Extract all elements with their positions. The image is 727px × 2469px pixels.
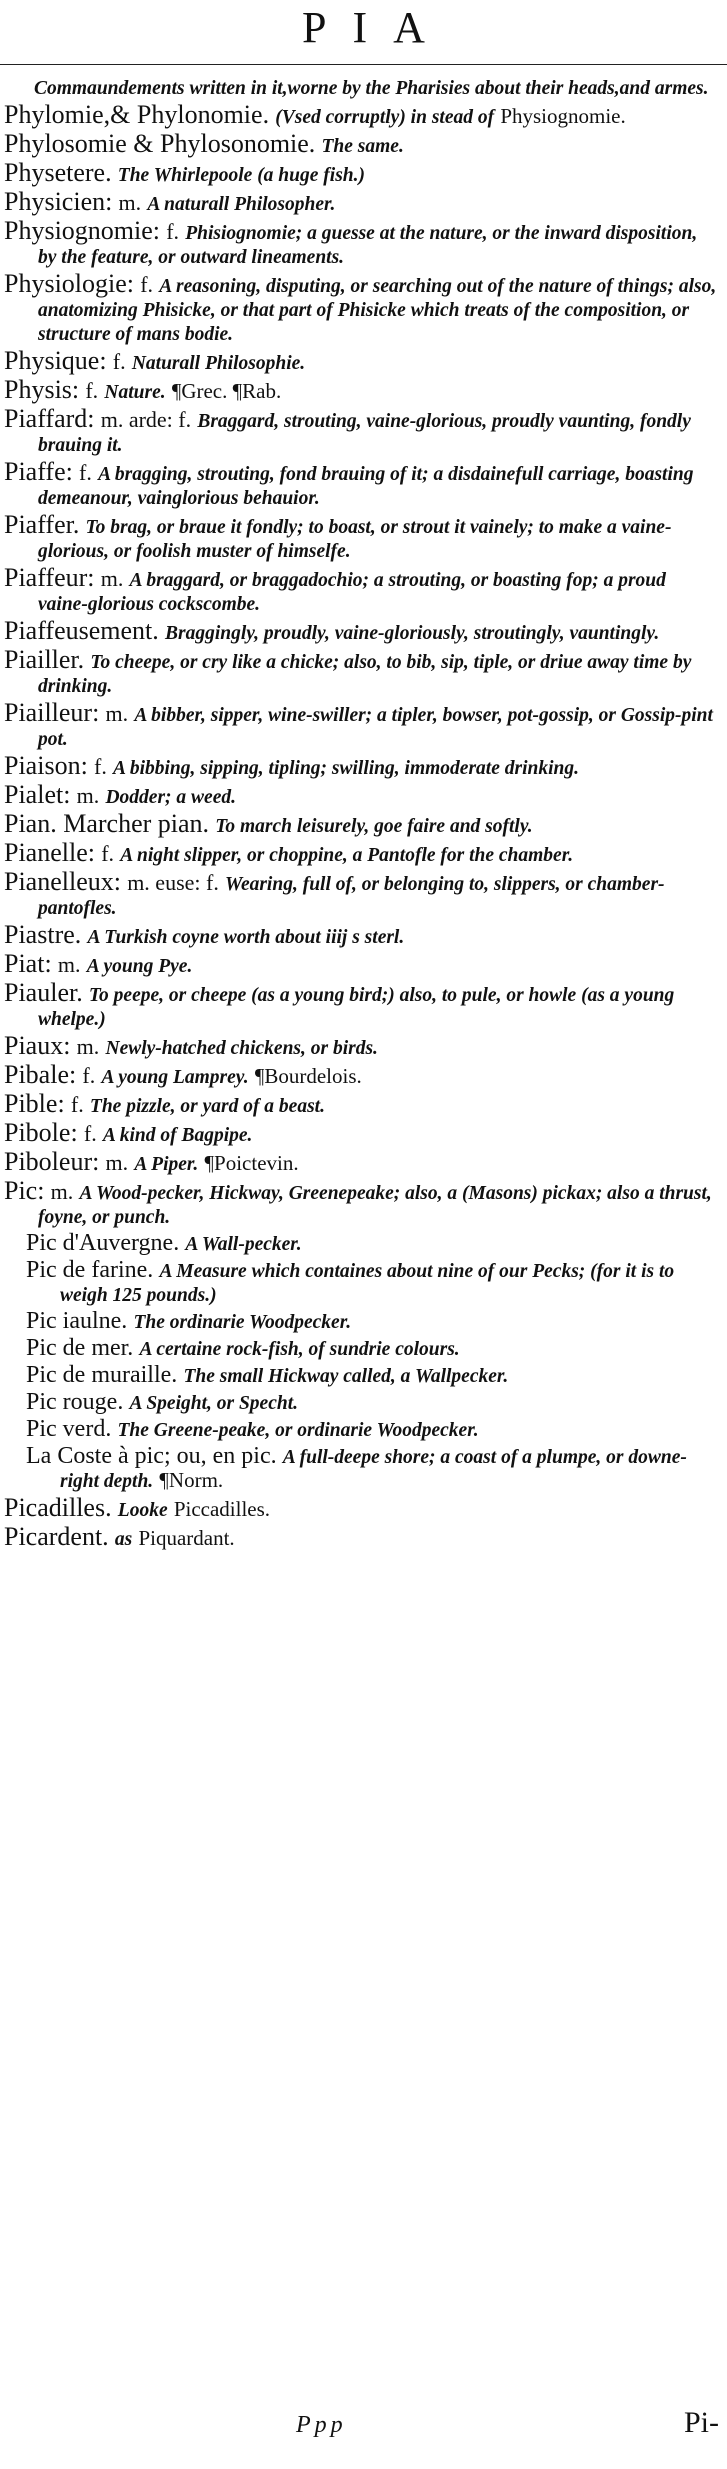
sub-entry	[4, 1445, 718, 1493]
dictionary-entry	[4, 838, 718, 867]
entry-grammar: m.	[76, 783, 100, 808]
dictionary-entry	[4, 1147, 718, 1176]
entry-definition: Naturall Philosophie.	[131, 353, 306, 374]
dictionary-entry	[4, 751, 718, 780]
entry-headword: Piaffeusement.	[4, 616, 159, 645]
entry-headword: Physiognomie:	[4, 216, 161, 245]
dictionary-entry	[4, 1522, 718, 1551]
entry-definition: Braggard, strouting, vaine-glorious, proudly vaunting, fondly brauing it.	[38, 411, 691, 456]
continued-entry	[4, 76, 718, 100]
dictionary-entry	[4, 780, 718, 809]
entry-grammar: f.	[70, 1092, 84, 1117]
dictionary-entry	[4, 563, 718, 616]
dictionary-entry	[4, 1089, 718, 1118]
entry-headword: Piaffer.	[4, 510, 80, 539]
sub-entry	[4, 1391, 718, 1415]
entry-definition: Looke	[117, 1500, 168, 1521]
entry-definition: The pizzle, or yard of a beast.	[89, 1096, 325, 1117]
dictionary-entry	[4, 920, 718, 949]
entry-grammar: f.	[140, 272, 154, 297]
entry-definition: A bibber, sipper, wine-swiller; a tipler, bowser, pot-gossip, or Gossip-pint pot.	[38, 705, 713, 750]
entry-definition: A young Lamprey.	[101, 1067, 249, 1088]
entry-grammar: m.	[57, 952, 81, 977]
entry-definition: The Greene-peake, or ordinarie Woodpecker.	[117, 1420, 479, 1441]
entry-headword: Pibole:	[4, 1118, 78, 1147]
sub-entry	[4, 1364, 718, 1388]
entry-definition: A kind of Bagpipe.	[102, 1125, 253, 1146]
entry-definition: A reasoning, disputing, or searching out of the nature of things; also, anatomizing Phisicke, or that part of Phisicke which treats of the composition, or structure of mans bodie.	[38, 276, 717, 345]
entry-reference: ¶Bourdelois.	[254, 1064, 362, 1088]
entry-definition: Dodder; a weed.	[105, 787, 236, 808]
entry-headword: Phylomie,& Phylonomie.	[4, 100, 270, 129]
dictionary-entry	[4, 100, 718, 129]
entry-definition: (Vsed corruptly) in stead of	[275, 107, 495, 128]
dictionary-entry	[4, 1031, 718, 1060]
sub-entry	[4, 1418, 718, 1442]
entry-grammar: m.	[100, 566, 124, 591]
entry-headword: Physis:	[4, 375, 80, 404]
entry-definition: To peepe, or cheepe (as a young bird;) also, to pule, or howle (as a young whelpe.)	[38, 985, 675, 1030]
entry-definition: The small Hickway called, a Wallpecker.	[183, 1366, 509, 1387]
dictionary-entry	[4, 129, 718, 158]
entry-headword: Piastre.	[4, 920, 82, 949]
entry-headword: Piailler.	[4, 645, 85, 674]
entry-definition: Newly-hatched chickens, or birds.	[105, 1038, 378, 1059]
entry-headword: Pianelle:	[4, 838, 95, 867]
entry-headword: Pic de mer.	[26, 1335, 134, 1361]
dictionary-entry	[4, 404, 718, 457]
entry-definition: The Whirlepoole (a huge fish.)	[117, 165, 365, 186]
entry-headword: Pic d'Auvergne.	[26, 1230, 180, 1256]
dictionary-entry	[4, 187, 718, 216]
entry-headword: Pibale:	[4, 1060, 77, 1089]
entry-headword: Pian. Marcher pian.	[4, 809, 210, 838]
entry-definition: A full-deepe shore; a coast of a plumpe, or downe-right depth.	[60, 1447, 687, 1492]
entry-headword: Physique:	[4, 346, 107, 375]
dictionary-entry	[4, 1176, 718, 1229]
entry-headword: Pic iaulne.	[26, 1308, 128, 1334]
entry-headword: Physiologie:	[4, 269, 135, 298]
dictionary-entry	[4, 809, 718, 838]
entry-grammar: m.	[105, 701, 129, 726]
entry-definition: A Speight, or Specht.	[129, 1393, 299, 1414]
sub-entry	[4, 1337, 718, 1361]
entry-definition: A young Pye.	[86, 956, 193, 977]
entry-headword: Piailleur:	[4, 698, 100, 727]
sub-entry	[4, 1310, 718, 1334]
entry-headword: Picardent.	[4, 1522, 109, 1551]
entry-grammar: f.	[101, 841, 115, 866]
entry-definition: Nature.	[104, 382, 166, 403]
entry-grammar: m. arde: f.	[100, 407, 192, 432]
entry-definition: A naturall Philosopher.	[147, 194, 336, 215]
entry-definition: Braggingly, proudly, vaine-gloriously, stroutingly, vauntingly.	[164, 623, 660, 644]
entry-headword: La Coste à pic; ou, en pic.	[26, 1443, 277, 1469]
entry-grammar: m.	[50, 1179, 74, 1204]
dictionary-entry	[4, 867, 718, 920]
entry-definition: The ordinarie Woodpecker.	[133, 1312, 352, 1333]
dictionary-entry	[4, 457, 718, 510]
entry-headword: Physicien:	[4, 187, 113, 216]
dictionary-entry	[4, 346, 718, 375]
entry-definition: A certaine rock-fish, of sundrie colours.	[139, 1339, 460, 1360]
entry-headword: Piaffe:	[4, 457, 73, 486]
entry-definition: as	[114, 1529, 133, 1550]
entry-definition: The same.	[321, 136, 404, 157]
entry-headword: Piaffard:	[4, 404, 95, 433]
entry-headword: Picadilles.	[4, 1493, 112, 1522]
entry-grammar: f.	[85, 378, 99, 403]
dictionary-entry	[4, 158, 718, 187]
page-footer	[0, 2406, 727, 2452]
entry-headword: Piat:	[4, 949, 52, 978]
entry-headword: Pic rouge.	[26, 1389, 124, 1415]
entry-grammar: f.	[79, 460, 92, 485]
entry-definition: To cheepe, or cry like a chicke; also, to bib, sip, tiple, or driue away time by drinking.	[38, 652, 692, 697]
entry-headword: Pianelleux:	[4, 867, 121, 896]
entry-headword: Pible:	[4, 1089, 65, 1118]
entry-grammar: m.	[76, 1034, 100, 1059]
dictionary-entry	[4, 1493, 718, 1522]
header-rule	[0, 64, 727, 65]
signature-mark: Ppp	[296, 2412, 347, 2438]
dictionary-entry	[4, 616, 718, 645]
entry-headword: Pic de muraille.	[26, 1362, 178, 1388]
dictionary-entry	[4, 698, 718, 751]
dictionary-entry	[4, 510, 718, 563]
entry-reference: ¶Norm.	[159, 1468, 224, 1492]
entry-definition: A bibbing, sipping, tipling; swilling, immoderate drinking.	[113, 758, 579, 779]
page-title: PIA	[302, 3, 451, 52]
dictionary-entry	[4, 645, 718, 698]
entry-definition: A braggard, or braggadochio; a strouting, or boasting fop; a proud vaine-glorious cockscombe.	[38, 570, 666, 615]
entry-grammar: m.	[105, 1150, 129, 1175]
dictionary-entry	[4, 375, 718, 404]
entry-headword: Piauler.	[4, 978, 83, 1007]
dictionary-entry	[4, 1060, 718, 1089]
entry-list	[4, 76, 718, 1554]
entry-grammar: m.	[118, 190, 142, 215]
catchword: Pi-	[683, 2406, 719, 2439]
entry-grammar: f.	[82, 1063, 96, 1088]
entry-headword: Physetere.	[4, 158, 112, 187]
entry-headword: Piaux:	[4, 1031, 71, 1060]
entry-reference: ¶Poictevin.	[204, 1151, 299, 1175]
entry-definition: To march leisurely, goe faire and softly.	[215, 816, 533, 837]
sub-entry	[4, 1259, 718, 1307]
entry-definition: Wearing, full of, or belonging to, slippers, or chamber-pantofles.	[38, 874, 665, 919]
entry-reference: Physiognomie.	[500, 104, 626, 128]
dictionary-entry	[4, 1118, 718, 1147]
entry-reference: ¶Grec. ¶Rab.	[171, 379, 282, 403]
entry-grammar: f.	[112, 349, 126, 374]
entry-grammar: f.	[94, 754, 107, 779]
entry-grammar: f.	[166, 219, 180, 244]
entry-definition: A night slipper, or choppine, a Pantofle for the chamber.	[120, 845, 574, 866]
dictionary-entry	[4, 978, 718, 1031]
dictionary-entry	[4, 269, 718, 346]
entry-definition: A Measure which containes about nine of our Pecks; (for it is to weigh 125 pounds.)	[60, 1261, 675, 1306]
entry-headword: Phylosomie & Phylosonomie.	[4, 129, 316, 158]
entry-headword: Pic de farine.	[26, 1257, 154, 1283]
entry-headword: Pic verd.	[26, 1416, 112, 1442]
entry-definition: Phisiognomie; a guesse at the nature, or the inward disposition, by the feature, or outward lineaments.	[38, 223, 698, 268]
dictionary-entry	[4, 949, 718, 978]
dictionary-entry	[4, 216, 718, 269]
entry-definition: A Wood-pecker, Hickway, Greenepeake; also, a (Masons) pickax; also a thrust, foyne, or punch.	[38, 1183, 712, 1228]
entry-headword: Piaison:	[4, 751, 88, 780]
entry-definition: A Piper.	[134, 1154, 199, 1175]
entry-grammar: m. euse: f.	[127, 870, 219, 895]
entry-headword: Pic:	[4, 1176, 45, 1205]
entry-headword: Piaffeur:	[4, 563, 95, 592]
entry-definition: A Turkish coyne worth about iiij s sterl.	[87, 927, 405, 948]
entry-grammar: f.	[83, 1121, 97, 1146]
sub-entry	[4, 1232, 718, 1256]
entry-reference: Piccadilles.	[173, 1497, 271, 1521]
entry-definition: A Wall-pecker.	[185, 1234, 302, 1255]
running-header	[0, 0, 727, 62]
entry-reference: Piquardant.	[138, 1526, 235, 1550]
entry-headword: Pialet:	[4, 780, 71, 809]
entry-definition: A bragging, strouting, fond brauing of it; a disdainefull carriage, boasting demeanour, vainglorious behauior.	[38, 464, 694, 509]
entry-definition: To brag, or braue it fondly; to boast, or strout it vainely; to make a vaine-glorious, or foolish muster of himselfe.	[38, 517, 672, 562]
entry-definition: Commaundements written in it,worne by the Pharisies about their heads,and armes.	[34, 78, 709, 99]
entry-headword: Piboleur:	[4, 1147, 100, 1176]
